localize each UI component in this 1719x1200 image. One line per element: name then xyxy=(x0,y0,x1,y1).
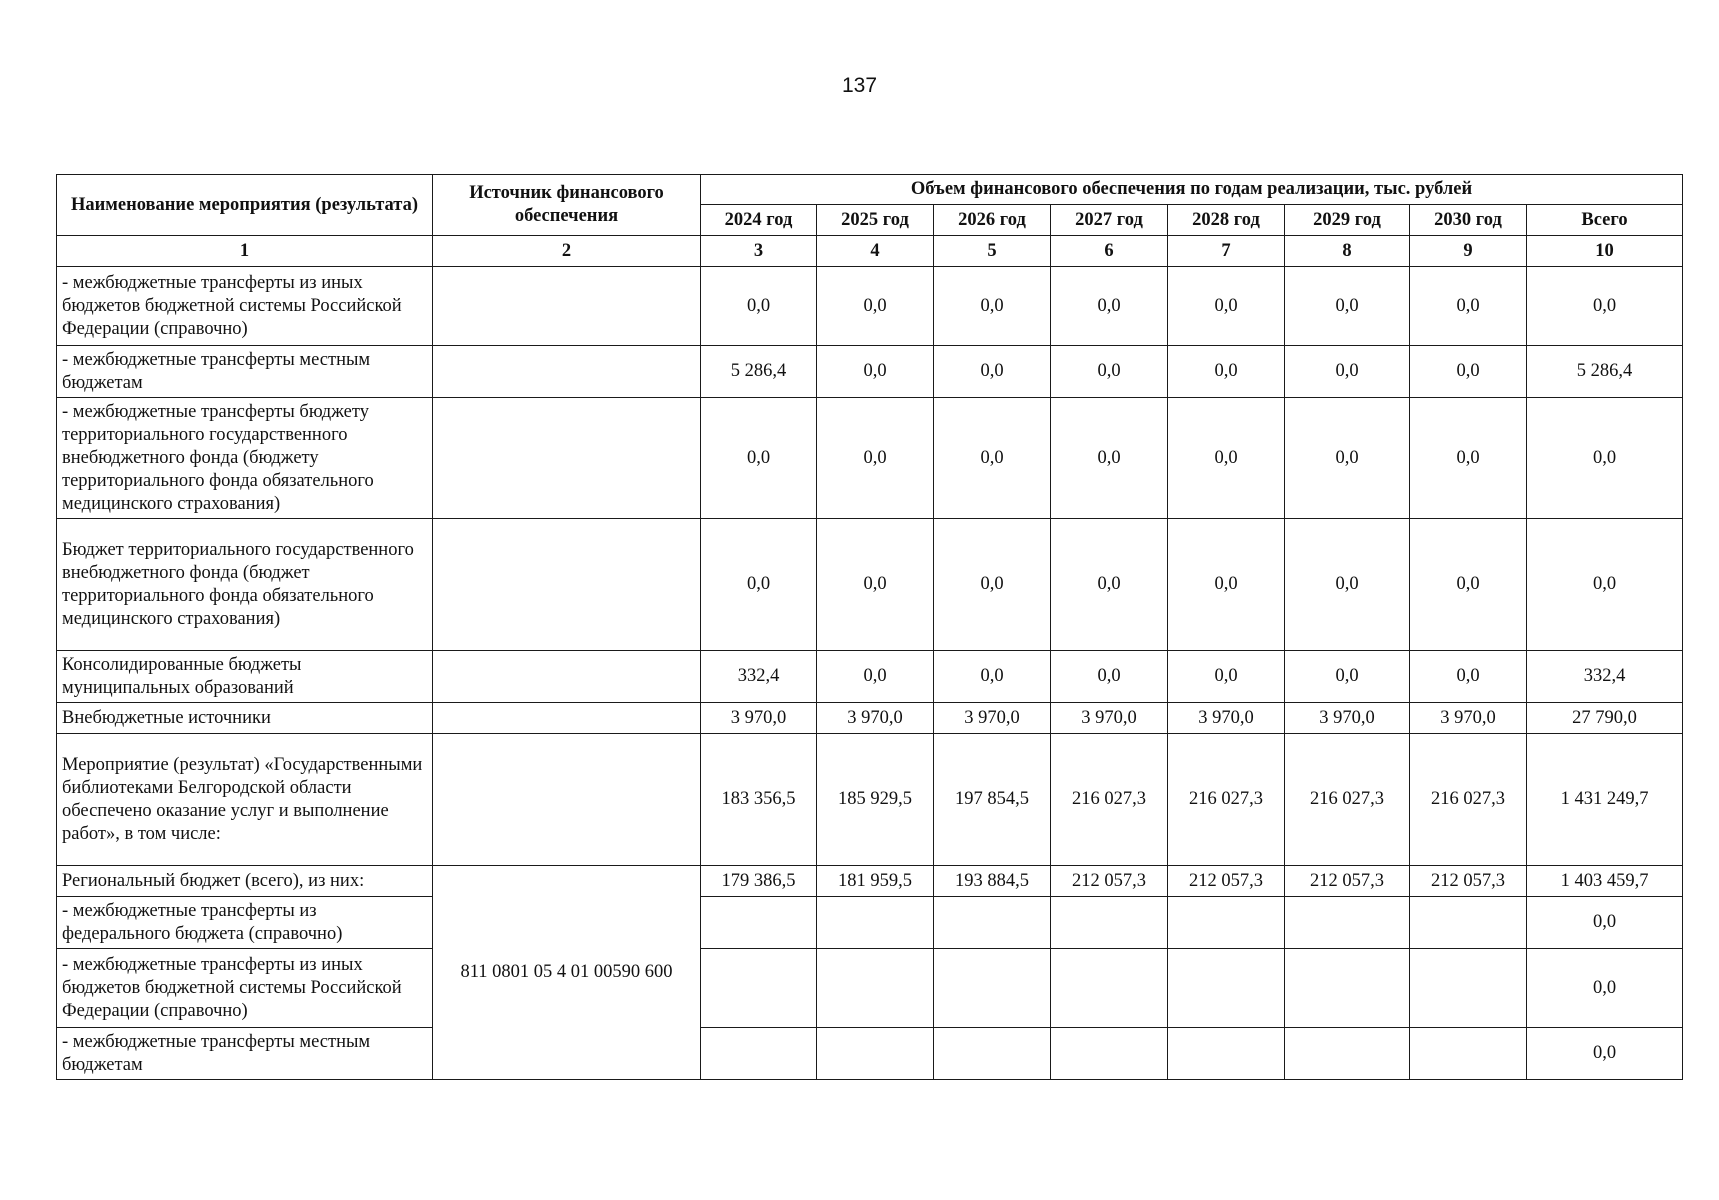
value-cell xyxy=(1285,897,1410,949)
row-name: Консолидированные бюджеты муниципальных образований xyxy=(57,651,433,703)
value-cell xyxy=(1168,949,1285,1028)
value-cell xyxy=(817,897,934,949)
total-cell: 0,0 xyxy=(1527,1028,1683,1080)
value-cell: 0,0 xyxy=(1285,346,1410,398)
value-cell: 0,0 xyxy=(1168,519,1285,651)
row-name: Региональный бюджет (всего), из них: xyxy=(57,866,433,897)
value-cell: 3 970,0 xyxy=(934,703,1051,734)
row-name: Внебюджетные источники xyxy=(57,703,433,734)
value-cell: 0,0 xyxy=(1285,651,1410,703)
value-cell xyxy=(817,949,934,1028)
value-cell: 0,0 xyxy=(1410,267,1527,346)
row-name: Мероприятие (результат) «Государственными библиотеками Белгородской области обеспечено оказание услуг и выполнение работ», в том числе: xyxy=(57,734,433,866)
row-source xyxy=(433,651,701,703)
value-cell xyxy=(701,1028,817,1080)
value-cell: 0,0 xyxy=(817,651,934,703)
value-cell: 0,0 xyxy=(934,267,1051,346)
value-cell: 0,0 xyxy=(1168,346,1285,398)
shared-source-code: 811 0801 05 4 01 00590 600 xyxy=(433,866,701,1080)
value-cell: 3 970,0 xyxy=(701,703,817,734)
value-cell: 3 970,0 xyxy=(1051,703,1168,734)
value-cell: 0,0 xyxy=(1051,398,1168,519)
total-cell: 1 403 459,7 xyxy=(1527,866,1683,897)
row-source xyxy=(433,346,701,398)
value-cell: 3 970,0 xyxy=(1168,703,1285,734)
value-cell: 0,0 xyxy=(817,519,934,651)
value-cell: 0,0 xyxy=(1051,651,1168,703)
table-row xyxy=(57,866,1683,897)
value-cell xyxy=(817,1028,934,1080)
value-cell xyxy=(1168,897,1285,949)
value-cell: 193 884,5 xyxy=(934,866,1051,897)
table-row xyxy=(57,398,1683,519)
total-cell: 5 286,4 xyxy=(1527,346,1683,398)
row-source xyxy=(433,703,701,734)
total-cell: 0,0 xyxy=(1527,267,1683,346)
value-cell: 197 854,5 xyxy=(934,734,1051,866)
header-volume-group: Объем финансового обеспечения по годам реализации, тыс. рублей xyxy=(701,175,1683,205)
value-cell: 216 027,3 xyxy=(1051,734,1168,866)
row-name: - межбюджетные трансферты бюджету территориального государственного внебюджетного фонда (бюджету территориального фонда обязательного медицинского страхования) xyxy=(57,398,433,519)
row-name: - межбюджетные трансферты из федерального бюджета (справочно) xyxy=(57,897,433,949)
value-cell xyxy=(1410,897,1527,949)
value-cell: 216 027,3 xyxy=(1410,734,1527,866)
row-source xyxy=(433,734,701,866)
value-cell: 212 057,3 xyxy=(1051,866,1168,897)
value-cell: 3 970,0 xyxy=(817,703,934,734)
table-row xyxy=(57,734,1683,866)
total-cell: 0,0 xyxy=(1527,398,1683,519)
value-cell: 332,4 xyxy=(701,651,817,703)
col-number: 2 xyxy=(433,236,701,267)
page-number: 137 xyxy=(841,74,878,97)
value-cell xyxy=(701,897,817,949)
row-name: - межбюджетные трансферты местным бюджетам xyxy=(57,1028,433,1080)
value-cell: 216 027,3 xyxy=(1168,734,1285,866)
value-cell: 0,0 xyxy=(1285,267,1410,346)
table-row xyxy=(57,897,1683,949)
row-source xyxy=(433,519,701,651)
value-cell: 0,0 xyxy=(1410,651,1527,703)
header-year: 2027 год xyxy=(1051,205,1168,236)
value-cell: 0,0 xyxy=(1285,398,1410,519)
header-year: 2026 год xyxy=(934,205,1051,236)
value-cell: 5 286,4 xyxy=(701,346,817,398)
table-row xyxy=(57,346,1683,398)
value-cell: 0,0 xyxy=(1051,267,1168,346)
value-cell: 0,0 xyxy=(701,267,817,346)
value-cell: 0,0 xyxy=(1410,398,1527,519)
total-cell: 0,0 xyxy=(1527,897,1683,949)
value-cell: 185 929,5 xyxy=(817,734,934,866)
value-cell xyxy=(1051,949,1168,1028)
value-cell: 183 356,5 xyxy=(701,734,817,866)
header-row-1 xyxy=(57,175,1683,205)
header-col-numbers xyxy=(57,236,1683,267)
header-year: 2025 год xyxy=(817,205,934,236)
value-cell: 0,0 xyxy=(1168,651,1285,703)
value-cell: 0,0 xyxy=(1285,519,1410,651)
total-cell: 332,4 xyxy=(1527,651,1683,703)
row-name: - межбюджетные трансферты из иных бюджетов бюджетной системы Российской Федерации (справочно) xyxy=(57,267,433,346)
value-cell xyxy=(1285,1028,1410,1080)
value-cell: 3 970,0 xyxy=(1285,703,1410,734)
table-row xyxy=(57,651,1683,703)
value-cell xyxy=(1051,1028,1168,1080)
value-cell: 0,0 xyxy=(1168,398,1285,519)
row-name: Бюджет территориального государственного внебюджетного фонда (бюджет территориального фонда обязательного медицинского страхования) xyxy=(57,519,433,651)
financing-table xyxy=(56,174,1683,1080)
value-cell xyxy=(1285,949,1410,1028)
value-cell: 181 959,5 xyxy=(817,866,934,897)
value-cell: 0,0 xyxy=(1410,346,1527,398)
col-number: 6 xyxy=(1051,236,1168,267)
value-cell xyxy=(934,949,1051,1028)
header-total: Всего xyxy=(1527,205,1683,236)
header-source: Источник финансового обеспечения xyxy=(433,175,701,236)
value-cell: 216 027,3 xyxy=(1285,734,1410,866)
value-cell: 0,0 xyxy=(1051,346,1168,398)
header-year: 2030 год xyxy=(1410,205,1527,236)
row-source xyxy=(433,398,701,519)
value-cell: 0,0 xyxy=(934,346,1051,398)
value-cell xyxy=(934,1028,1051,1080)
value-cell: 0,0 xyxy=(701,398,817,519)
value-cell: 212 057,3 xyxy=(1410,866,1527,897)
total-cell: 27 790,0 xyxy=(1527,703,1683,734)
table-row xyxy=(57,1028,1683,1080)
value-cell: 0,0 xyxy=(1410,519,1527,651)
total-cell: 0,0 xyxy=(1527,519,1683,651)
header-year: 2024 год xyxy=(701,205,817,236)
value-cell: 0,0 xyxy=(701,519,817,651)
table-row xyxy=(57,949,1683,1028)
col-number: 3 xyxy=(701,236,817,267)
value-cell xyxy=(1168,1028,1285,1080)
row-name: - межбюджетные трансферты из иных бюджетов бюджетной системы Российской Федерации (справочно) xyxy=(57,949,433,1028)
col-number: 7 xyxy=(1168,236,1285,267)
value-cell: 0,0 xyxy=(817,398,934,519)
table-row xyxy=(57,519,1683,651)
value-cell xyxy=(1051,897,1168,949)
col-number: 9 xyxy=(1410,236,1527,267)
value-cell: 0,0 xyxy=(934,519,1051,651)
value-cell xyxy=(934,897,1051,949)
col-number: 10 xyxy=(1527,236,1683,267)
row-source xyxy=(433,267,701,346)
value-cell: 0,0 xyxy=(934,398,1051,519)
table-row xyxy=(57,703,1683,734)
value-cell: 179 386,5 xyxy=(701,866,817,897)
value-cell: 212 057,3 xyxy=(1168,866,1285,897)
value-cell: 0,0 xyxy=(1051,519,1168,651)
value-cell: 0,0 xyxy=(817,267,934,346)
value-cell: 0,0 xyxy=(1168,267,1285,346)
col-number: 5 xyxy=(934,236,1051,267)
header-year: 2029 год xyxy=(1285,205,1410,236)
header-name: Наименование мероприятия (результата) xyxy=(57,175,433,236)
value-cell: 212 057,3 xyxy=(1285,866,1410,897)
value-cell xyxy=(701,949,817,1028)
value-cell xyxy=(1410,1028,1527,1080)
table-row xyxy=(57,267,1683,346)
col-number: 8 xyxy=(1285,236,1410,267)
col-number: 1 xyxy=(57,236,433,267)
value-cell: 3 970,0 xyxy=(1410,703,1527,734)
total-cell: 0,0 xyxy=(1527,949,1683,1028)
value-cell: 0,0 xyxy=(817,346,934,398)
row-name: - межбюджетные трансферты местным бюджетам xyxy=(57,346,433,398)
total-cell: 1 431 249,7 xyxy=(1527,734,1683,866)
value-cell: 0,0 xyxy=(934,651,1051,703)
col-number: 4 xyxy=(817,236,934,267)
value-cell xyxy=(1410,949,1527,1028)
header-year: 2028 год xyxy=(1168,205,1285,236)
